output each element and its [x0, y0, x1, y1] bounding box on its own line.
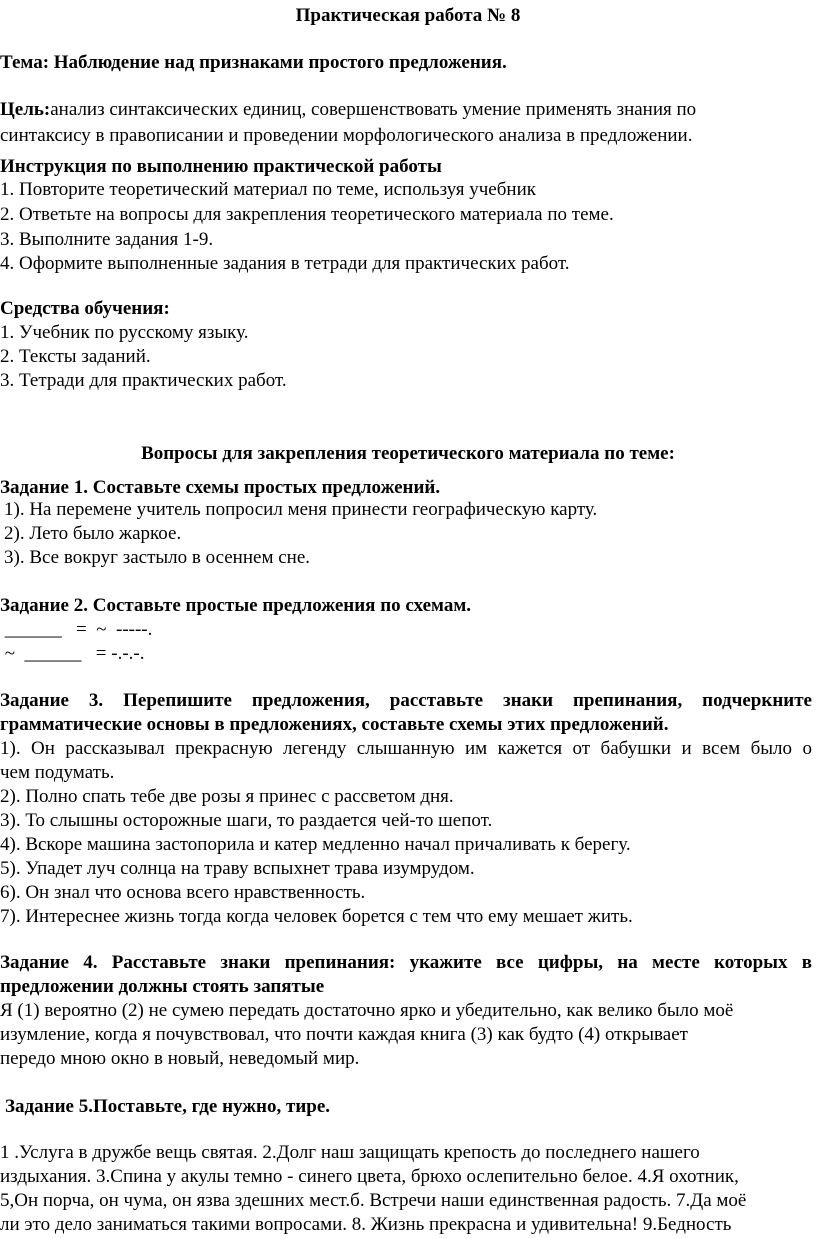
means-item: 3. Тетради для практических работ. [0, 370, 287, 391]
instructions-heading: Инструкция по выполнению практической работы [0, 156, 442, 177]
task1-heading: Задание 1. Составьте схемы простых предложений. [0, 477, 441, 498]
task3-item: 3). То слышны осторожные шаги, то раздается чей-то шепот. [0, 810, 493, 831]
page-title: Практическая работа № 8 [295, 5, 521, 26]
task3-item: 2). Полно спать тебе две розы я принес с рассветом дня. [0, 786, 454, 807]
task3-heading-line-2: грамматические основы в предложениях, составьте схемы этих предложений. [0, 714, 669, 735]
task1-item: 2). Лето было жаркое. [4, 523, 182, 544]
task4-text-line: передо мною окно в новый, неведомый мир. [0, 1048, 360, 1069]
task5-text-line: 1 .Услуга в дружбе вещь святая. 2.Долг наш защищать крепость до последнего нашего [0, 1142, 700, 1163]
task1-item: 3). Все вокруг застыло в осеннем сне. [4, 547, 311, 568]
task4-text-line: изумление, когда я почувствовал, что почти каждая книга (3) как будто (4) открывает [0, 1024, 688, 1045]
task5-text-line: издыхания. 3.Спина у акулы темно - синего цвета, брюхо ослепительно белое. 4.Я охотник, [0, 1166, 739, 1187]
task2-scheme: ______ = ~ -----. [0, 619, 153, 640]
topic: Тема: Наблюдение над признаками простого предложения. [0, 52, 507, 73]
questions-heading: Вопросы для закрепления теоретического материала по теме: [141, 443, 675, 464]
task3-heading-line-1: Задание 3. Перепишите предложения, расставьте знаки препинания, подчеркните [0, 690, 812, 711]
task5-heading: Задание 5.Поставьте, где нужно, тире. [5, 1096, 331, 1117]
instruction-item: 4. Оформите выполненные задания в тетради для практических работ. [0, 253, 570, 274]
task5-text-line: ли это дело заниматься такими вопросами. 8. Жизнь прекрасна и удивительна! 9.Бедность [0, 1214, 732, 1235]
means-item: 2. Тексты заданий. [0, 346, 151, 367]
task4-text-line: Я (1) вероятно (2) не сумею передать достаточно ярко и убедительно, как велико было моё [0, 1000, 734, 1021]
instruction-item: 3. Выполните задания 1-9. [0, 229, 214, 250]
task3-item: 7). Интереснее жизнь тогда когда человек борется с тем что ему мешает жить. [0, 906, 633, 927]
goal-label: Цель: [0, 99, 51, 120]
task2-heading: Задание 2. Составьте простые предложения по схемам. [0, 595, 472, 616]
task5-text-line: 5,Он порча, он чума, он язва здешних мест.б. Встречи наши единственная радость. 7.Да моё [0, 1190, 747, 1211]
task4-heading-line-1: Задание 4. Расставьте знаки препинания: укажите все цифры, на месте которых в [0, 952, 812, 973]
task3-item: 5). Упадет луч солнца на траву вспыхнет трава изумрудом. [0, 858, 475, 879]
task3-item: 6). Он знал что основа всего нравственность. [0, 882, 366, 903]
means-heading: Средства обучения: [0, 298, 170, 319]
task3-item-1-line-1: 1). Он рассказывал прекрасную легенду слышанную им кажется от бабушки и всем было о [0, 738, 812, 759]
task3-item-1-line-2: чем подумать. [0, 762, 115, 783]
task3-item: 4). Вскоре машина застопорила и катер медленно начал причаливать к берегу. [0, 834, 631, 855]
task2-scheme: ~ ______ = -.-.-. [0, 643, 145, 664]
task4-heading-line-2: предложении должны стоять запятые [0, 976, 325, 997]
instruction-item: 1. Повторите теоретический материал по теме, используя учебник [0, 179, 536, 200]
means-item: 1. Учебник по русскому языку. [0, 322, 249, 343]
goal-text-1: анализ синтаксических единиц, совершенствовать умение применять знания по [50, 99, 697, 120]
goal-line-2: синтаксису в правописании и проведении морфологического анализа в предложении. [0, 125, 693, 146]
task1-item: 1). На перемене учитель попросил меня принести географическую карту. [4, 499, 598, 520]
goal-line-1 [0, 97, 696, 124]
instruction-item: 2. Ответьте на вопросы для закрепления теоретического материала по теме. [0, 204, 614, 225]
